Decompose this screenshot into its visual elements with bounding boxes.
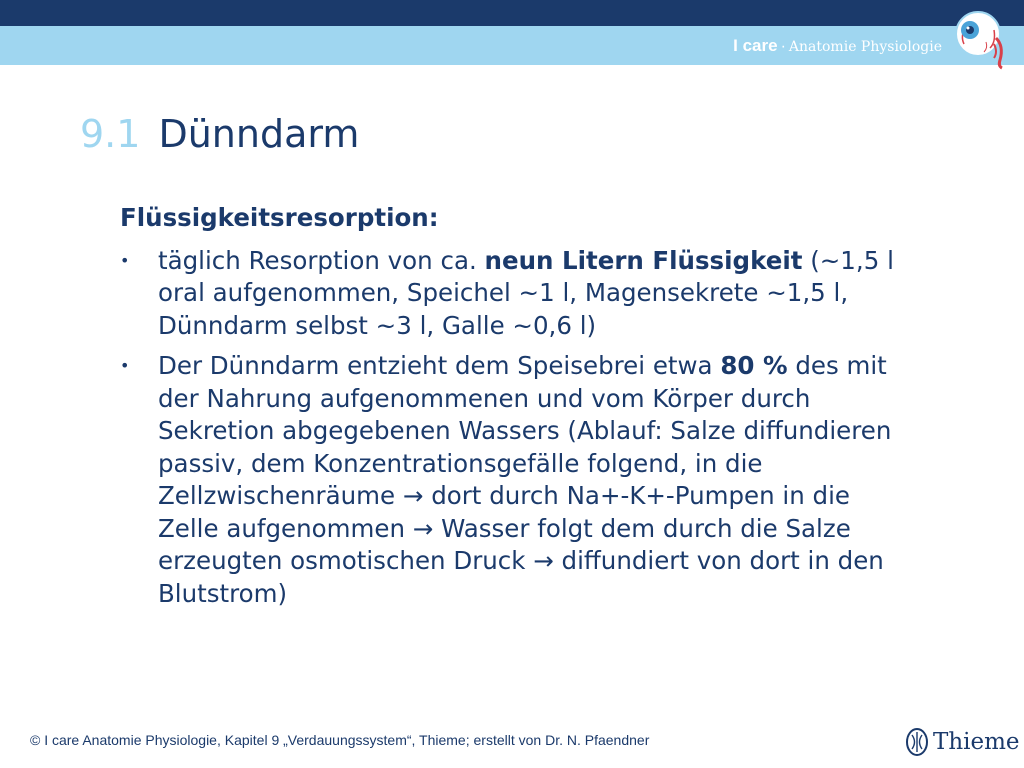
content (120, 202, 920, 618)
brand-label (733, 36, 942, 56)
bullet-text: täglich Resorption von ca. (158, 245, 485, 275)
bullet-icon: • (120, 356, 130, 375)
bullet-text: Der Dünndarm entzieht dem Speisebrei etwa (158, 351, 721, 380)
bullet-text: (~1,5 l oral aufgenommen, Speichel ~1 l, Magensekrete ~1,5 l, Dünndarm selbst ~3 l, Galle ~0,6 l) (158, 245, 894, 340)
section-title: Dünndarm (158, 112, 360, 156)
thieme-emblem-icon (905, 727, 929, 757)
bullet-text: des mit der Nahrung aufgenommenen und vom Körper durch Sekretion abgegebenen Wassers (Ablauf: Salze diffundieren passiv, dem Konzentrationsgefälle folgend, in die Zellzwischenräume → dort durch Na+-K+-Pumpen in die Zelle aufgenommen → Wasser folgt dem durch die Salze erzeugten osmotischen Druck → diffundiert von dort in den Blutstrom) (158, 351, 892, 608)
bullet-emphasis: 80 % (720, 351, 788, 380)
bullet-item (120, 350, 908, 610)
publisher-name: Thieme (933, 729, 1020, 755)
section-number: 9.1 (80, 112, 141, 156)
bullet-list (120, 245, 920, 611)
publisher-logo (905, 726, 1020, 758)
bullet-emphasis: neun Litern Flüssigkeit (484, 245, 803, 275)
brand-separator: · (780, 38, 786, 55)
slide-title (80, 112, 359, 156)
bullet-item (120, 245, 908, 343)
bullet-icon: • (120, 250, 130, 270)
footer-copyright: © I care Anatomie Physiologie, Kapitel 9 „Verdauungssystem“, Thieme; erstellt von Dr. N. Pfaendner (30, 732, 650, 748)
content-heading: Flüssigkeitsresorption: (120, 203, 439, 232)
brand-name: I care (733, 36, 778, 55)
brand-subtitle: Anatomie Physiologie (788, 39, 942, 55)
eye-icon (950, 8, 1012, 70)
top-bar (0, 0, 1024, 26)
